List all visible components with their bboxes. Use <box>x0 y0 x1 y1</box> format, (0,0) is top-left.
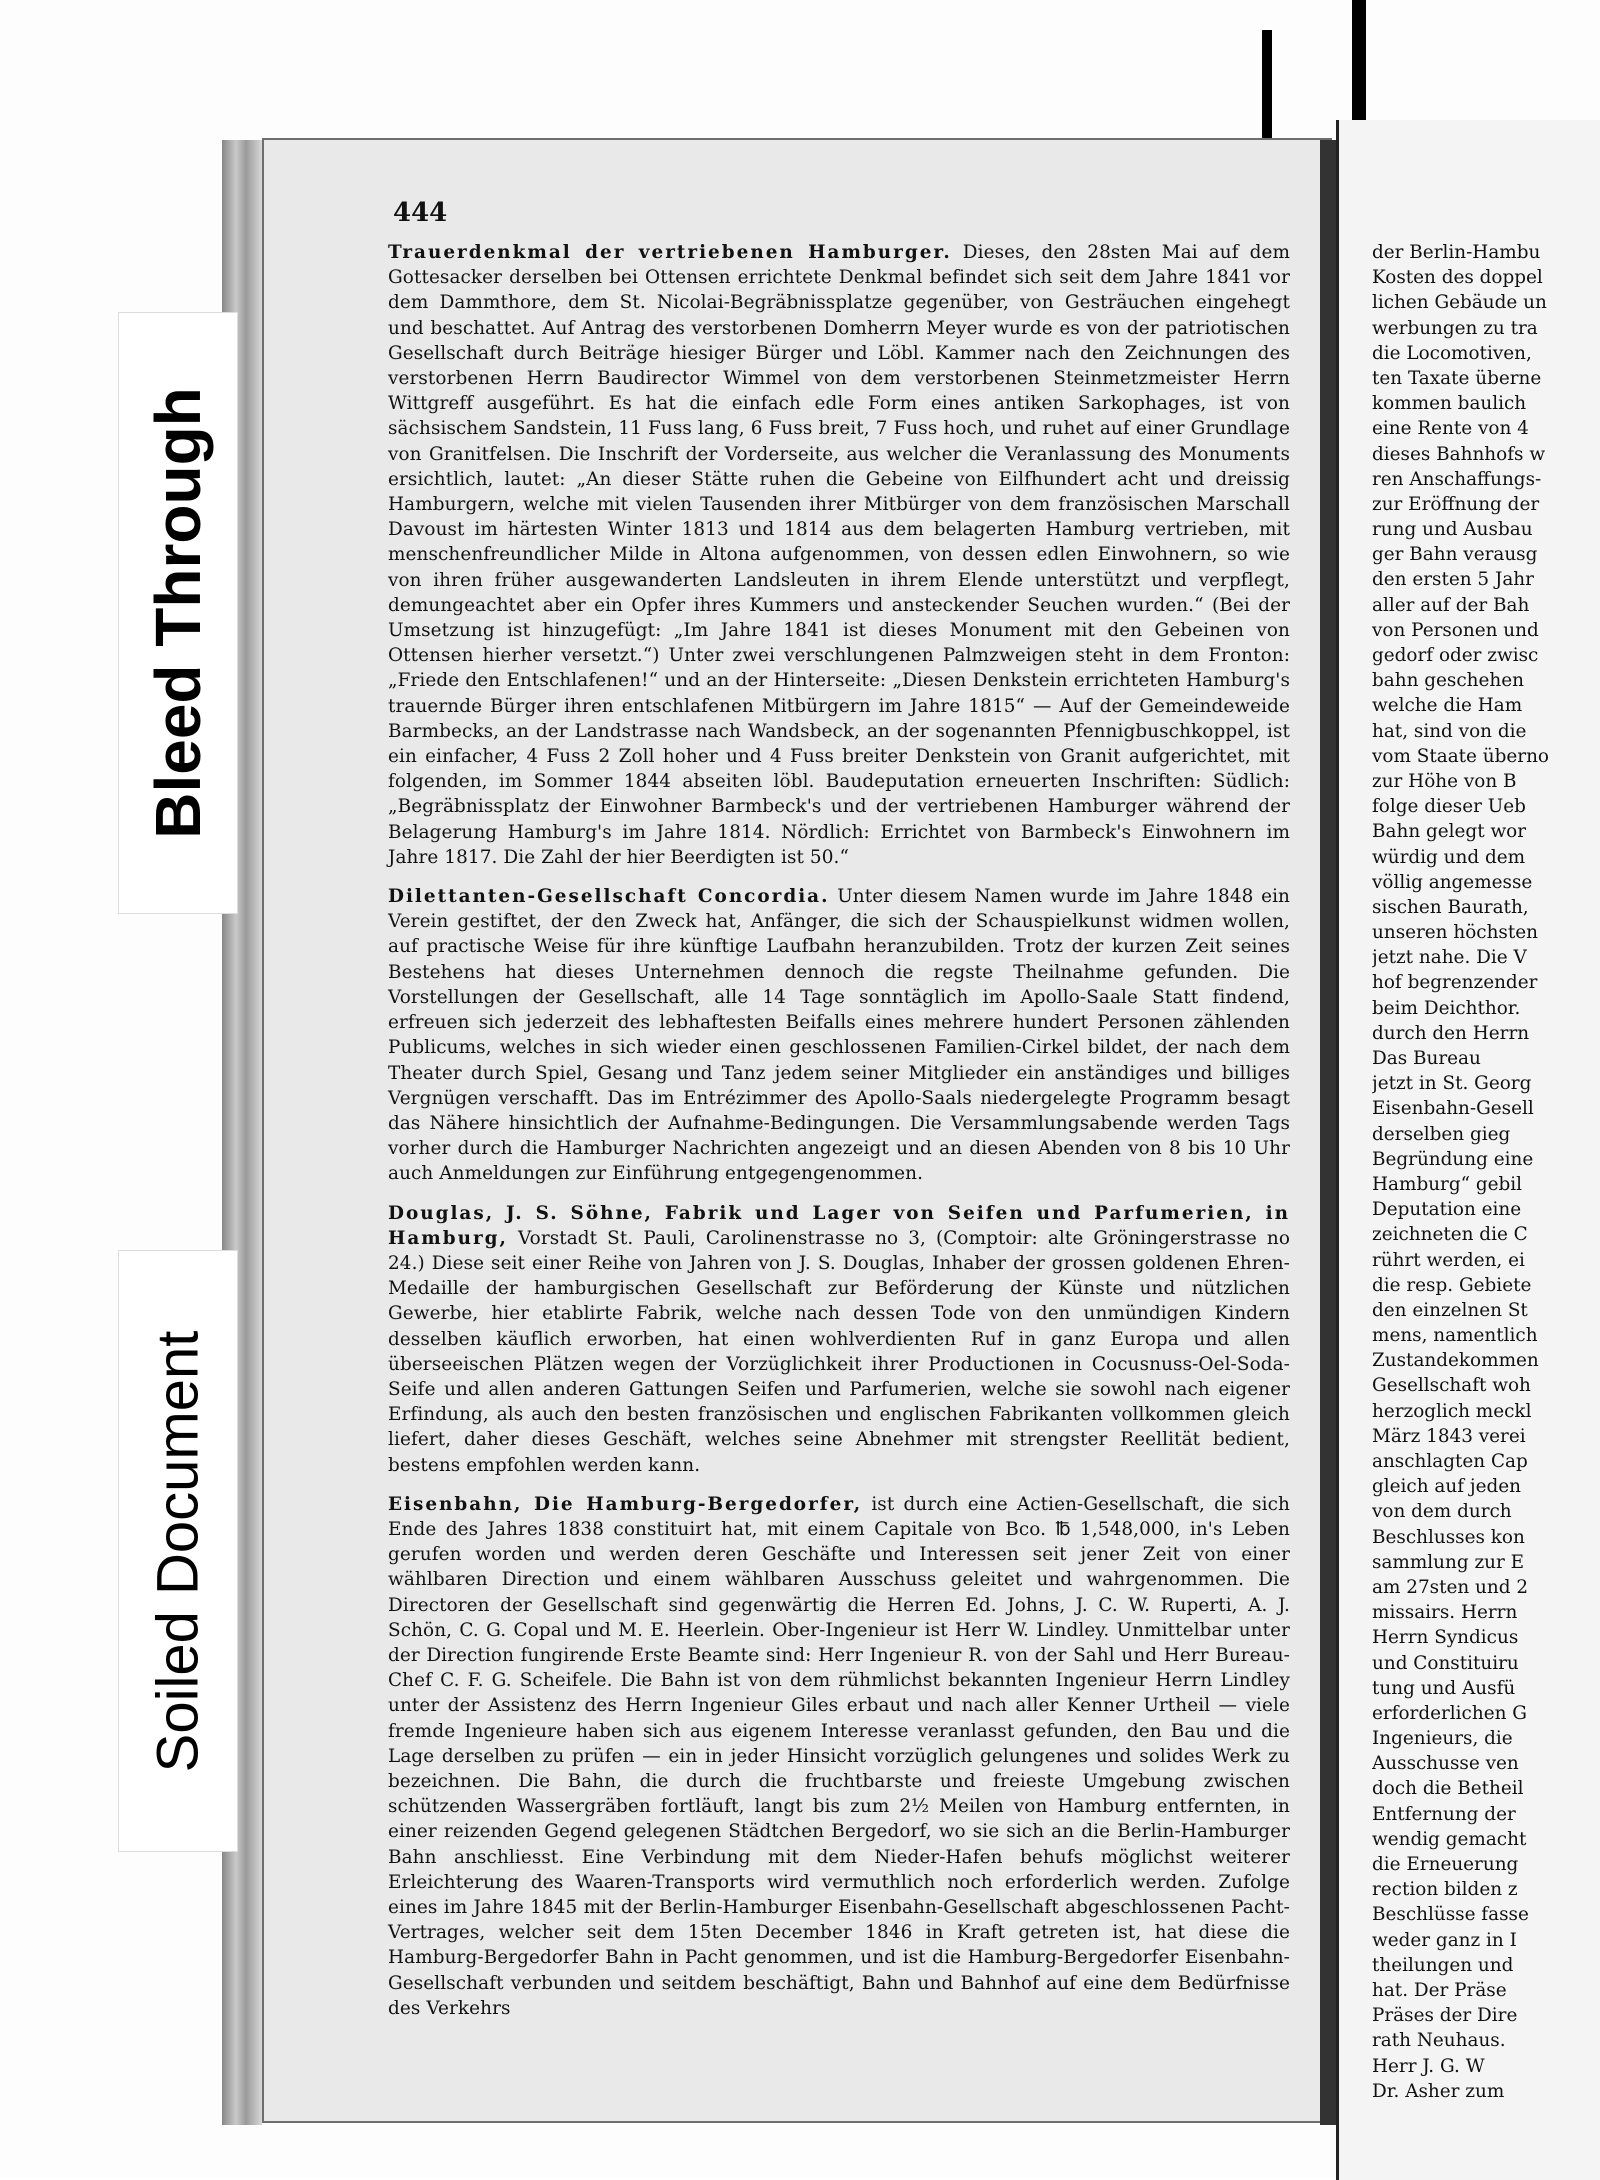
right-page-line: mens, namentlich <box>1372 1325 1538 1347</box>
entry-eisenbahn <box>388 1492 1290 2021</box>
bleed-through-label <box>118 312 238 914</box>
right-page-line: Begründung eine <box>1372 1148 1534 1170</box>
entry-text: Vorstadt St. Pauli, Carolinenstrasse no 3, (Comptoir: alte Gröningerstrasse no 24.) Diese seit einer Reihe von Jahren von J. S. Douglas, Inhaber der grossen goldenen Ehren-Medaille der hamburgischen Gesellschaft zur Beförderung der Künste und nützlichen Gewerbe, hier etablirte Fabrik, welche nach dessen Tode von den unmündigen Kindern desselben käuflich erworben, hat einen wohlverdienten Ruf in ganz Europa und allen überseeischen Plätzen wegen der Vorzüglichkeit ihrer Productionen in Cocusnuss-Oel-Soda-Seife und allen anderen Gattungen Seifen und Parfumerien, welche sie sowohl nach eigener Erfindung, als auch den besten französischen und englischen Fabrikanten vollkommen gleich liefert, daher dieses Geschäft, welches seine Abnehmer mit strengster Reellität bedient, bestens empfohlen werden kann. <box>388 1227 1290 1476</box>
right-page-line: doch die Betheil <box>1372 1778 1524 1800</box>
right-page-line: tung und Ausfü <box>1372 1677 1516 1699</box>
right-page-line: sischen Baurath, <box>1372 896 1529 918</box>
right-page-line: rührt werden, ei <box>1372 1249 1525 1271</box>
right-page-line: Gesellschaft woh <box>1372 1375 1531 1397</box>
right-page-line: jetzt nahe. Die V <box>1372 947 1527 969</box>
right-page-line: zeichneten die C <box>1372 1224 1528 1246</box>
right-page-line: von dem durch <box>1372 1501 1512 1523</box>
right-page-line: der Berlin-Hambu <box>1372 242 1541 263</box>
right-page-line: hat. Der Präse <box>1372 1979 1507 2001</box>
right-page-line: Eisenbahn-Gesell <box>1372 1098 1534 1120</box>
right-page-line: aller auf der Bah <box>1372 594 1530 616</box>
right-page-line: ren Anschaffungs- <box>1372 468 1542 490</box>
entry-headword: Trauerdenkmal der vertriebenen Hamburger. <box>388 242 952 263</box>
soiled-document-label-text: Soiled Document <box>145 1330 211 1772</box>
entry-text: ist durch eine Actien-Gesellschaft, die sich Ende des Jahres 1838 constituirt hat, mit einem Capitale von Bco. ℔ 1,548,000, in's Leben gerufen worden und werden deren Geschäfte und Interessen seit jener Zeit von einer wählbaren Direction und einem wählbaren Ausschuss geleitet und wahrgenommen. Die Directoren der Gesellschaft sind gegenwärtig die Herren Ed. Johns, J. C. W. Ruperti, A. J. Schön, C. G. Copal und M. E. Heerlein. Ober-Ingenieur ist Herr W. Lindley. Unmittelbar unter der Direction fungirende Erste Beamte sind: Herr Ingenieur R. von der Sahl und Herr Bureau-Chef C. F. G. Scheifele. Die Bahn ist von dem rühmlichst bekannten Ingenieur Herrn Lindley unter der Assistenz des Herrn Ingenieur Giles erbaut und nach aller Kenner Urtheil — viele fremde Ingenieure haben sich aus eigenem Interesse veranlasst gefunden, den Bau und die Lage derselben zu prüfen — ein in jeder Hinsicht vorzüglich gelungenes und solides Werk zu bezeichnen. Die Bahn, die durch die fruchtbarste und freieste Umgebung zwischen schützenden Wassergräben fortläuft, langt bis zum 2½ Meilen von Hamburg entfernten, in einer reizenden Gegend gelegenen Städtchen Bergedorf, wo sie sich an die Berlin-Hamburger Bahn anschliesst. Eine Verbindung mit dem Nieder-Hafen behufs möglichst weiterer Erleichterung des Waaren-Transports wird vermuthlich noch erforderlich werden. Zufolge eines im Jahre 1845 mit der Berlin-Hamburger Eisenbahn-Gesellschaft abgeschlossenen Pacht-Vertrages, welcher seit dem 15ten December 1846 in Kraft getreten ist, hat diese die Hamburg-Bergedorfer Bahn in Pacht genommen, und ist die Hamburg-Bergedorfer Eisenbahn-Gesellschaft verbunden und seitdem beschäftigt, Bahn und Bahnhof auf eine dem Bedürfnisse des Verkehrs <box>388 1493 1290 2019</box>
right-page-line: die Erneuerung <box>1372 1854 1519 1875</box>
right-page-line: völlig angemesse <box>1372 871 1533 893</box>
entry-headword: Eisenbahn, Die Hamburg-Bergedorfer, <box>388 1493 863 1515</box>
right-page-line: zur Eröffnung der <box>1372 493 1540 515</box>
right-page-line: die Locomotiven, <box>1372 342 1532 364</box>
right-page-line: rection bilden z <box>1372 1879 1518 1901</box>
right-page-line: theilungen und <box>1372 1954 1514 1976</box>
right-page-line: den einzelnen St <box>1372 1299 1528 1321</box>
right-page-line: rung und Ausbau <box>1372 519 1533 541</box>
right-page-line: herzoglich meckl <box>1372 1400 1532 1422</box>
right-page-line: Hamburg“ gebil <box>1372 1173 1523 1195</box>
entry-trauerdenkmal <box>388 240 1290 870</box>
right-page-line: Bahn gelegt wor <box>1372 821 1527 843</box>
right-page-line: würdig und dem <box>1372 846 1526 868</box>
right-page-line: beim Deichthor. <box>1372 997 1521 1019</box>
right-page-line: vom Staate überno <box>1372 745 1549 767</box>
right-page-line: den ersten 5 Jahr <box>1372 569 1534 591</box>
entry-headword: Douglas, J. S. Söhne, Fabrik und Lager von Seifen und Parfumerien, in Hamburg, <box>388 1202 1290 1249</box>
right-page-line: Präses der Dire <box>1372 2005 1518 2027</box>
right-page-line: Ingenieurs, die <box>1372 1728 1513 1750</box>
right-page-line: werbungen zu tra <box>1372 317 1538 339</box>
right-page-line: bahn geschehen <box>1372 670 1524 692</box>
right-page-line: ger Bahn verausg <box>1372 544 1538 566</box>
page-number: 444 <box>393 198 448 228</box>
right-page-text <box>1372 240 1600 2104</box>
right-page-line: anschlagten Cap <box>1372 1451 1528 1472</box>
right-page-line: durch den Herrn <box>1372 1022 1530 1044</box>
right-page-line: lichen Gebäude un <box>1372 292 1547 314</box>
right-page-line: Dr. Asher zum <box>1372 2080 1505 2102</box>
right-page-line: weder ganz in I <box>1372 1929 1517 1951</box>
right-page-line: Deputation eine <box>1372 1199 1522 1221</box>
right-page-line: Das Bureau <box>1372 1048 1481 1069</box>
entry-text: Unter diesem Namen wurde im Jahre 1848 ein Verein gestiftet, der den Zweck hat, Anfänger, die sich der Schauspielkunst widmen wollen, auf practische Weise für ihre künftige Laufbahn heranzubilden. Trotz der kurzen Zeit seines Bestehens hat dieses Unternehmen dennoch die regste Theilnahme gefunden. Die Vorstellungen der Gesellschaft, alle 14 Tage sonntäglich im Apollo-Saale Statt findend, erfreuen sich jederzeit des lebhaftesten Beifalls eines mehrere hundert Personen zählenden Publicums, welches in sich wieder einen geschlossenen Familien-Cirkel bildet, der nach dem Theater durch Spiel, Gesang und Tanz jedem seiner Mitglieder ein anständiges und billiges Vergnügen verschafft. Das im Entrézimmer des Apollo-Saals niedergelegte Programm besagt das Nähere hinsichtlich der Aufnahme-Bedingungen. Die Versammlungsabende werden Tags vorher durch die Hamburger Nachrichten angezeigt und an diesen Abenden von 8 bis 10 Uhr auch Anmeldungen zur Einführung entgegengenommen. <box>388 886 1291 1185</box>
page-body <box>388 240 1290 2035</box>
soiled-document-label <box>118 1250 238 1852</box>
right-page-line: Entfernung der <box>1372 1803 1516 1825</box>
right-page-line: und Constituiru <box>1372 1652 1519 1674</box>
right-page-line: März 1843 verei <box>1372 1425 1526 1447</box>
bleed-through-label-text: Bleed Through <box>142 387 214 839</box>
right-page-line: hof begrenzender <box>1372 972 1538 994</box>
right-page-line: rath Neuhaus. <box>1372 2030 1506 2052</box>
right-page-line: unseren höchsten <box>1372 922 1538 944</box>
right-page-line: gleich auf jeden <box>1372 1476 1521 1498</box>
entry-text: Dieses, den 28sten Mai auf dem Gottesacker derselben bei Ottensen errichtete Denkmal befindet sich seit dem Jahre 1841 vor dem Dammthore, dem St. Nicolai-Begräbnissplatze gegenüber, von Gesträuchen eingehegt und beschattet. Auf Antrag des verstorbenen Domherrn Meyer wurde es von der patriotischen Gesellschaft durch Beiträge hiesiger Bürger und Löbl. Kammer nach den Zeichnungen des verstorbenen Herrn Baudirector Wimmel von dem verstorbenen Steinmetzmeister Herrn Wittgreff ausgeführt. Es hat die einfach edle Form eines antiken Sarkophages, ist von sächsischem Sandstein, 11 Fuss lang, 6 Fuss breit, 7 Fuss hoch, und ruhet auf einer Grundlage von Granitfelsen. Die Inschrift der Vorderseite, aus welcher die Veranlassung des Monuments ersichtlich, lautet: „An dieser Stätte ruhen die Gebeine von Eilfhundert acht und dreissig Hamburgern, welche mit vielen Tausenden ihrer Mitbürger von dem französischen Marschall Davoust im härtesten Winter 1813 und 1814 aus dem belagerten Hamburg vertrieben, mit menschenfreundlicher Milde in Altona aufgenommen, von dessen edlen Einwohnern, so wie von ihren früher ausgewanderten Landsleuten in ihrem Elende unterstützt und verpflegt, demungeachtet aber ein Opfer ihres Kummers und ansteckender Seuchen wurden.“ (Bei der Umsetzung ist hinzugefügt: „Im Jahre 1841 ist dieses Monument mit den Gebeinen von Ottensen hierher versetzt.“) Unter zwei verschlungenen Palmzweigen steht in dem Fronton: „Friede den Entschlafenen!“ und an der Hinterseite: „Diesen Denkstein errichteten Hamburg's trauernde Bürger ihren entschlafenen Mitbürgern im Jahre 1815“ — Auf der Gemeindeweide Barmbecks, an der Landstrasse nach Wandsbeck, an der sogenannten Pfennigbuschkoppel, ist ein einfacher, 4 Fuss 2 Zoll hoher und 4 Fuss breiter Denkstein von Granit aufgerichtet, mit folgenden, im Sommer 1844 abseiten löbl. Baudeputation erneuerten Inschriften: Südlich: „Begräbnissplatz der Einwohner Barmbeck's und der vertriebenen Hamburger während der Belagerung Hamburg's im Jahre 1814. Nördlich: Errichtet von Barmbeck's Einwohnern im Jahre 1817. Die Zahl der hier Beerdigten ist 50.“ <box>388 242 1290 868</box>
right-page-line: von Personen und <box>1372 619 1539 641</box>
right-page-line: Beschlüsse fasse <box>1372 1904 1529 1926</box>
right-page-line: eine Rente von 4 <box>1372 418 1529 440</box>
right-page-line: wendig gemacht <box>1372 1828 1527 1850</box>
right-page-line: sammlung zur E <box>1372 1551 1525 1573</box>
right-page-line: kommen baulich <box>1372 393 1527 415</box>
right-page-line: erforderlichen G <box>1372 1702 1527 1724</box>
entry-douglas <box>388 1201 1290 1478</box>
right-page-line: Beschlusses kon <box>1372 1526 1525 1548</box>
right-page-line: zur Höhe von B <box>1372 770 1517 792</box>
right-page-line: dieses Bahnhofs w <box>1372 443 1546 465</box>
right-page-line: folge dieser Ueb <box>1372 796 1526 818</box>
right-page-line: ten Taxate überne <box>1372 367 1542 389</box>
right-page-line: missairs. Herrn <box>1372 1602 1518 1624</box>
right-page-line: Herr J. G. W <box>1372 2055 1485 2077</box>
entry-dilettanten <box>388 884 1290 1186</box>
right-page-line: jetzt in St. Georg <box>1372 1073 1532 1095</box>
entry-headword: Dilettanten-Gesellschaft Concordia. <box>388 886 830 908</box>
binding-strip <box>1352 0 1366 125</box>
right-page-line: derselben gieg <box>1372 1123 1511 1145</box>
right-page-line: Herrn Syndicus <box>1372 1627 1519 1649</box>
binding-strip <box>1262 30 1272 138</box>
right-page-line: am 27sten und 2 <box>1372 1576 1529 1598</box>
right-page-line: die resp. Gebiete <box>1372 1274 1532 1296</box>
right-page-line: hat, sind von die <box>1372 720 1527 742</box>
book-gutter <box>1320 140 1336 2125</box>
right-page-line: Zustandekommen <box>1372 1350 1539 1372</box>
right-page-line: gedorf oder zwisc <box>1372 645 1539 666</box>
right-page-line: Ausschusse ven <box>1372 1753 1519 1775</box>
right-page-line: welche die Ham <box>1372 695 1523 717</box>
right-page-line: Kosten des doppel <box>1372 267 1543 289</box>
